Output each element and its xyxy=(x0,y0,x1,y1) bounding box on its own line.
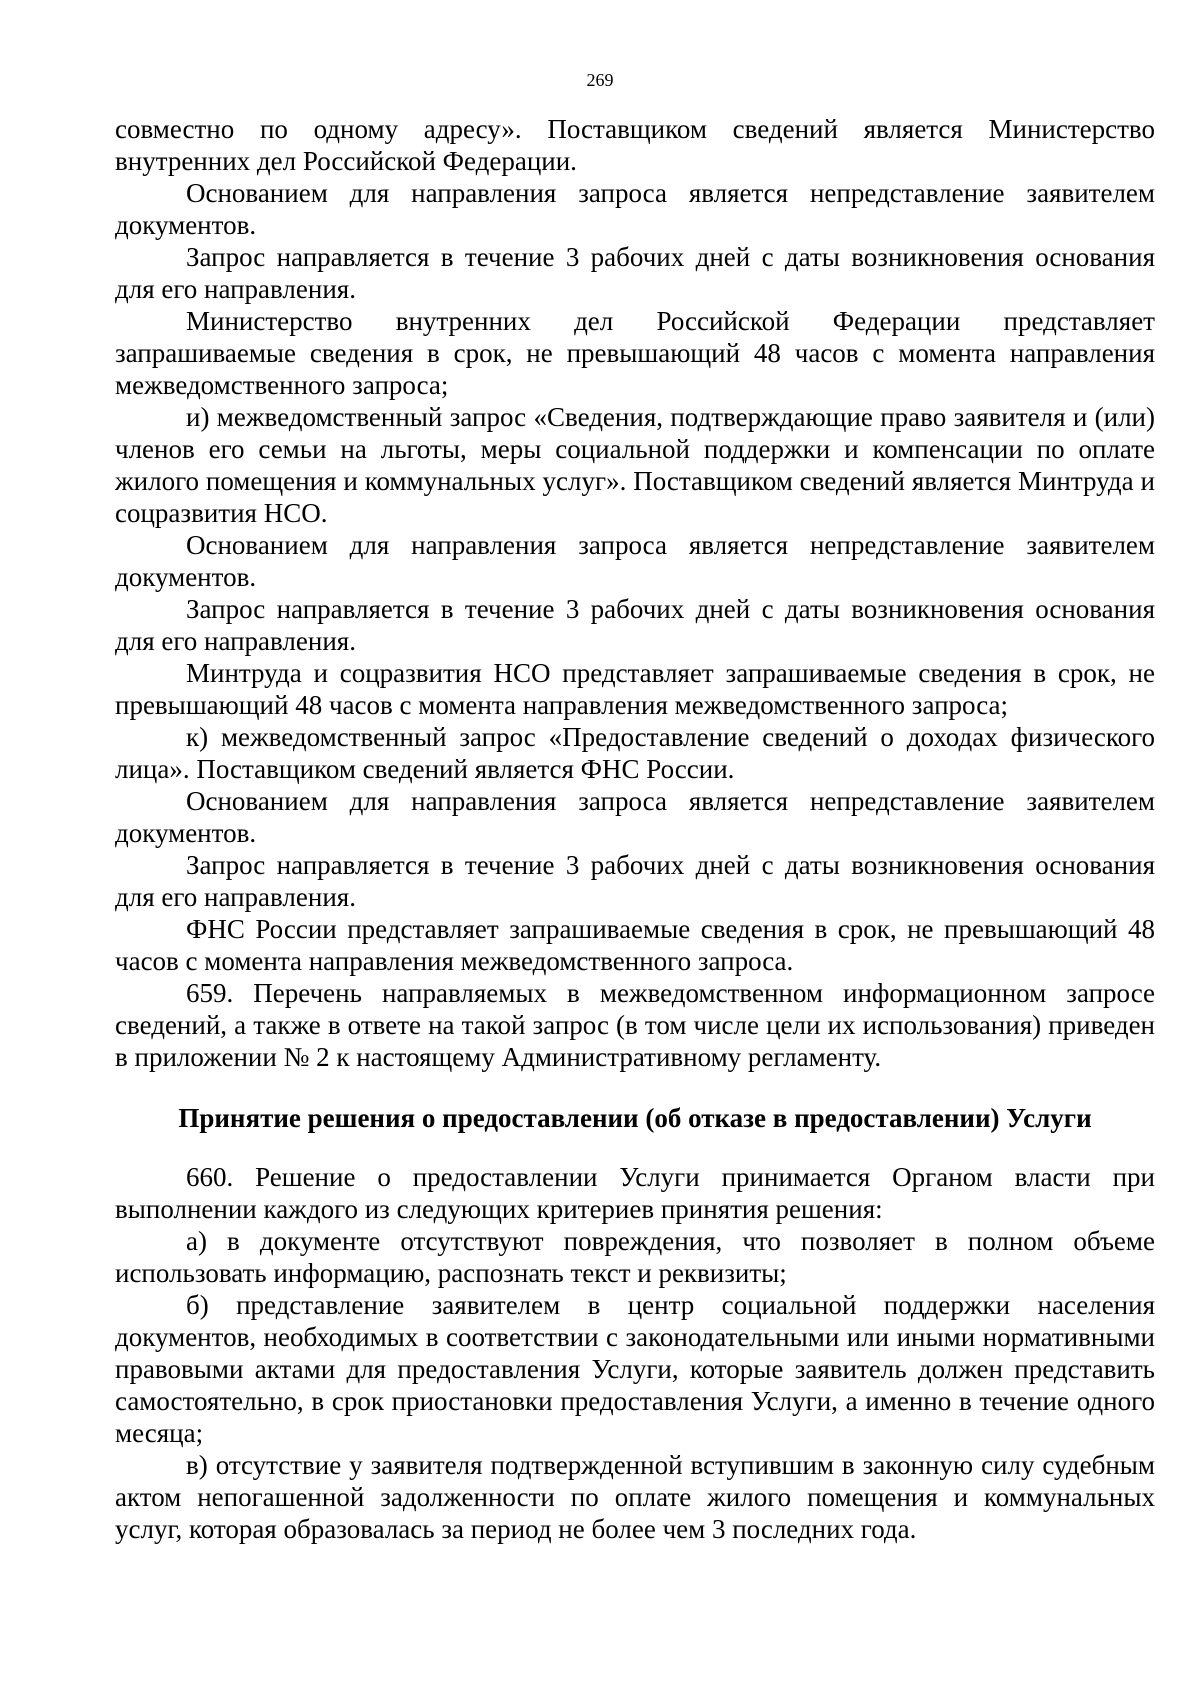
paragraph: Основанием для направления запроса является непредставление заявителем документов. xyxy=(115,786,1155,848)
paragraph: ФНС России представляет запрашиваемые сведения в срок, не превышающий 48 часов с момента направления межведомственного запроса. xyxy=(115,914,1155,976)
paragraph: Минтруда и соцразвития НСО представляет запрашиваемые сведения в срок, не превышающий 48 часов с момента направления межведомственного запроса; xyxy=(115,658,1155,720)
paragraph: б) представление заявителем в центр социальной поддержки населения документов, необходимых в соответствии с законодательными или иными нормативными правовыми актами для предоставления Услуги, которые заявитель должен представить самостоятельно, в срок приостановки предоставления Услуги, а именно в течение одного месяца; xyxy=(115,1290,1155,1448)
paragraph: Основанием для направления запроса является непредставление заявителем документов. xyxy=(115,178,1155,240)
paragraph: а) в документе отсутствуют повреждения, что позволяет в полном объеме использовать информацию, распознать текст и реквизиты; xyxy=(115,1226,1155,1288)
paragraph: 660. Решение о предоставлении Услуги принимается Органом власти при выполнении каждого из следующих критериев принятия решения: xyxy=(115,1162,1155,1224)
paragraph: и) межведомственный запрос «Сведения, подтверждающие право заявителя и (или) членов его семьи на льготы, меры социальной поддержки и компенсации по оплате жилого помещения и коммунальных услуг». Поставщиком сведений является Минтруда и соцразвития НСО. xyxy=(115,402,1155,528)
section-heading: Принятие решения о предоставлении (об отказе в предоставлении) Услуги xyxy=(178,1103,1092,1133)
paragraph: Запрос направляется в течение 3 рабочих дней с даты возникновения основания для его направления. xyxy=(115,242,1155,304)
paragraph: совместно по одному адресу». Поставщиком сведений является Министерство внутренних дел Российской Федерации. xyxy=(115,114,1155,176)
page-number: 269 xyxy=(586,70,614,90)
paragraph: Основанием для направления запроса является непредставление заявителем документов. xyxy=(115,530,1155,592)
document-body xyxy=(115,113,1155,1545)
paragraph: Запрос направляется в течение 3 рабочих дней с даты возникновения основания для его направления. xyxy=(115,850,1155,912)
paragraph: в) отсутствие у заявителя подтвержденной вступившим в законную силу судебным актом непогашенной задолженности по оплате жилого помещения и коммунальных услуг, которая образовалась за период не более чем 3 последних года. xyxy=(115,1450,1155,1544)
paragraph: Запрос направляется в течение 3 рабочих дней с даты возникновения основания для его направления. xyxy=(115,594,1155,656)
paragraph: Министерство внутренних дел Российской Федерации представляет запрашиваемые сведения в срок, не превышающий 48 часов с момента направления межведомственного запроса; xyxy=(115,306,1155,400)
paragraph: к) межведомственный запрос «Предоставление сведений о доходах физического лица». Поставщиком сведений является ФНС России. xyxy=(115,722,1155,784)
paragraph: 659. Перечень направляемых в межведомственном информационном запросе сведений, а также в ответе на такой запрос (в том числе цели их использования) приведен в приложении № 2 к настоящему Административному регламенту. xyxy=(115,978,1155,1072)
